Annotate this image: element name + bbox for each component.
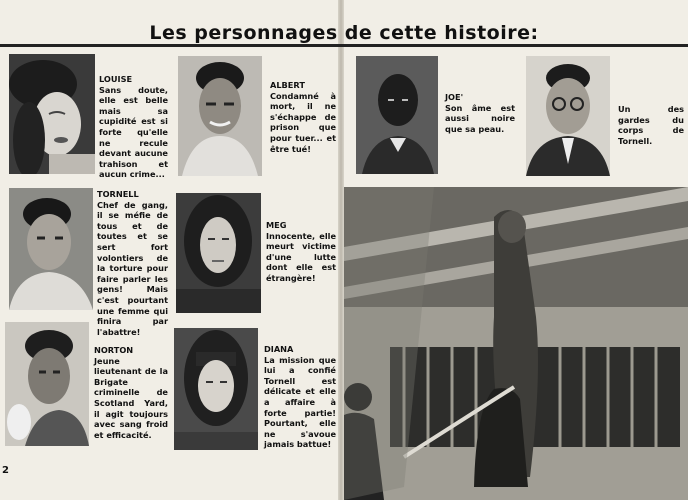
scene-photo bbox=[344, 187, 688, 500]
meg-name: MEG bbox=[266, 220, 287, 230]
tornell-text: Chef de gang, il se méfie de tous et de toutes et se sert fort volontiers de la torture pour faire parler les gens! Mais c'est pourtant une femme qui finira par l'abattre! bbox=[97, 199, 168, 337]
page-title: Les personnages de cette histoire: bbox=[149, 22, 539, 44]
louise-photo bbox=[9, 54, 95, 174]
meg-text: Innocente, elle meurt victime d'une lutte dont elle est étrangère! bbox=[266, 230, 336, 283]
albert-text: Condamné à mort, il ne s'échappe de prison que pour tuer... et être tué! bbox=[270, 90, 336, 154]
diana-text: La mission que lui a confié Tornell est délicate et elle a affaire à forte partie! Pourtant, elle ne s'avoue jamais battue! bbox=[264, 354, 336, 450]
norton-name: NORTON bbox=[94, 345, 134, 355]
norton-photo bbox=[5, 322, 89, 446]
joe-photo bbox=[356, 56, 438, 174]
louise-text: Sans doute, elle est belle mais sa cupidité est si forte qu'elle ne recule devant aucune trahison et aucun crime... bbox=[99, 84, 168, 180]
bodyguard-caption bbox=[618, 104, 684, 146]
albert-caption bbox=[270, 80, 336, 154]
norton-text: Jeune lieutenant de la Brigate criminelle de Scotland Yard, il agit toujours avec sang froid et efficacité. bbox=[94, 355, 168, 440]
joe-caption bbox=[445, 92, 515, 134]
page-number: 2 bbox=[2, 465, 9, 476]
diana-caption bbox=[264, 344, 336, 450]
title-rule bbox=[0, 44, 688, 47]
diana-photo bbox=[174, 328, 258, 450]
bodyguard-photo bbox=[526, 56, 610, 176]
tornell-name: TORNELL bbox=[97, 189, 139, 199]
diana-name: DIANA bbox=[264, 344, 294, 354]
meg-photo bbox=[176, 193, 261, 313]
bodyguard-text: Un des gardes du corps de Tornell. bbox=[618, 104, 684, 146]
joe-text: Son âme est aussi noire que sa peau. bbox=[445, 102, 515, 134]
tornell-caption bbox=[97, 189, 168, 337]
meg-caption bbox=[266, 220, 336, 284]
louise-caption bbox=[99, 74, 168, 180]
tornell-photo bbox=[9, 188, 93, 310]
louise-name: LOUISE bbox=[99, 74, 133, 84]
albert-photo bbox=[178, 56, 262, 176]
albert-name: ALBERT bbox=[270, 80, 305, 90]
joe-name: JOE' bbox=[445, 92, 464, 102]
norton-caption bbox=[94, 345, 168, 440]
